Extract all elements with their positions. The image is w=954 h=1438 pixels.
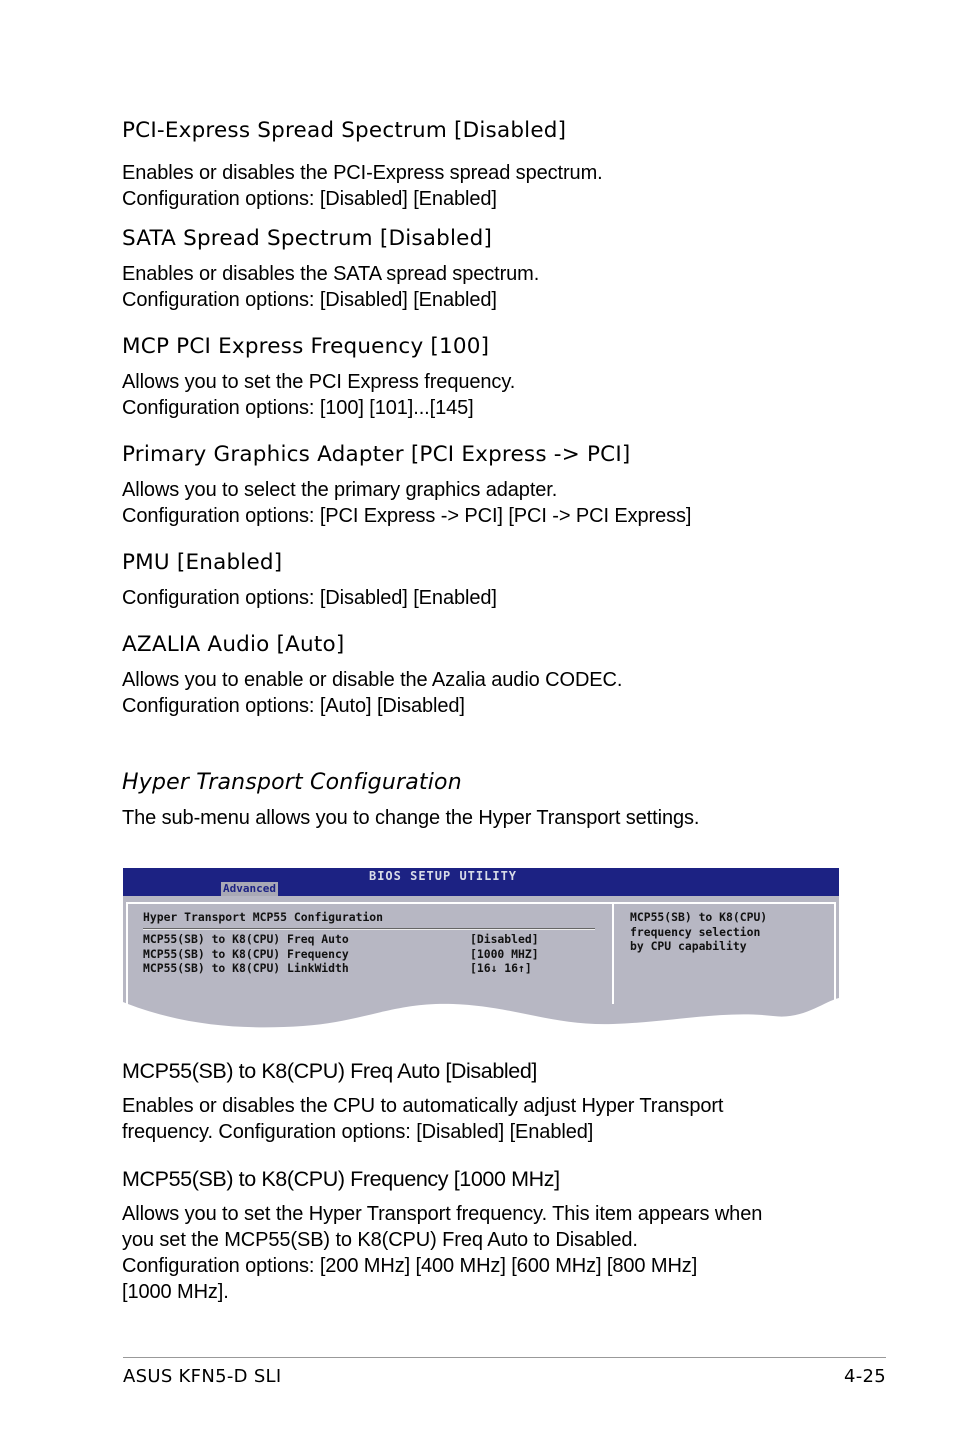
bios-torn-edge (123, 996, 839, 1032)
bios-title: BIOS SETUP UTILITY (368, 869, 518, 883)
section-heading-primary-graphics: Primary Graphics Adapter [PCI Express -> PCI] (122, 442, 631, 467)
bios-help-line: MCP55(SB) to K8(CPU) (630, 910, 768, 924)
section-text-sata-spread: Enables or disables the SATA spread spectrum. Configuration options: [Disabled] [Enabled] (122, 263, 540, 311)
bios-item-value[interactable]: [1000 MHZ] (470, 946, 539, 961)
footer-rule (123, 1357, 886, 1358)
section-text-pcie-spread: Enables or disables the PCI-Express spread spectrum. Configuration options: [Disabled] [Enabled] (122, 162, 603, 210)
option-text-freq-auto: Enables or disables the CPU to automatically adjust Hyper Transport frequency. Configuration options: [Disabled] [Enabled] (122, 1095, 724, 1143)
bios-item-label[interactable]: MCP55(SB) to K8(CPU) Freq Auto (143, 932, 349, 946)
bios-item-label[interactable]: MCP55(SB) to K8(CPU) Frequency (143, 946, 349, 961)
bios-help-line: frequency selection (630, 924, 761, 939)
submenu-description: The sub-menu allows you to change the Hyper Transport settings. (122, 807, 700, 829)
bios-item-label[interactable]: MCP55(SB) to K8(CPU) LinkWidth (143, 961, 349, 975)
section-heading-sata-spread: SATA Spread Spectrum [Disabled] (122, 226, 493, 251)
section-text-azalia: Allows you to enable or disable the Azalia audio CODEC. Configuration options: [Auto] [Disabled] (122, 669, 623, 717)
footer-product-name: ASUS KFN5-D SLI (123, 1366, 282, 1387)
bios-help-line: by CPU capability (630, 939, 747, 953)
bios-title-bar (123, 868, 839, 896)
section-heading-azalia: AZALIA Audio [Auto] (122, 632, 345, 657)
footer-page-number: 4-25 (843, 1366, 886, 1387)
submenu-heading: Hyper Transport Configuration (122, 770, 462, 795)
bios-panel-title: Hyper Transport MCP55 Configuration (143, 910, 384, 924)
section-text-mcp-pcie-freq: Allows you to set the PCI Express frequency. Configuration options: [100] [101]...[145] (122, 371, 516, 419)
bios-tab-advanced[interactable]: Advanced (223, 882, 276, 895)
option-text-frequency: Allows you to set the Hyper Transport frequency. This item appears when you set the MCP55(SB) to K8(CPU) Freq Auto to Disabled. Configuration options: [200 MHz] [400 MHz] [600 MHz] [800 MHz] [1000 MHz]. (122, 1203, 763, 1303)
section-text-pmu: Configuration options: [Disabled] [Enabled] (122, 587, 497, 609)
bios-screenshot (123, 868, 839, 1032)
option-heading-frequency: MCP55(SB) to K8(CPU) Frequency [1000 MHz] (122, 1167, 560, 1191)
bios-item-value[interactable]: [Disabled] (470, 932, 539, 946)
section-heading-pcie-spread: PCI-Express Spread Spectrum [Disabled] (122, 118, 567, 143)
bios-item-value[interactable]: [16↓ 16↑] (470, 961, 532, 975)
section-heading-mcp-pcie-freq: MCP PCI Express Frequency [100] (122, 334, 490, 359)
section-text-primary-graphics: Allows you to select the primary graphics adapter. Configuration options: [PCI Express -> PCI] [PCI -> PCI Express] (122, 479, 692, 527)
section-heading-pmu: PMU [Enabled] (122, 550, 283, 575)
option-heading-freq-auto: MCP55(SB) to K8(CPU) Freq Auto [Disabled] (122, 1059, 537, 1083)
bios-divider (143, 928, 595, 930)
